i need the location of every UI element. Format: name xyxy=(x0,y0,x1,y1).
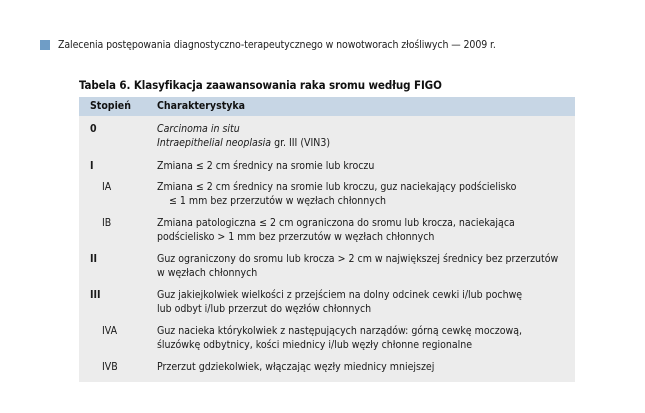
stage-description xyxy=(157,216,567,244)
stage-code: IB xyxy=(102,217,112,229)
stage-code: IA xyxy=(102,181,112,193)
description-line: ≤ 1 mm bez przerzutów w węzłach chłonnych xyxy=(169,195,387,207)
description-italic-term: Intraepithelial neoplasia xyxy=(157,137,272,149)
stage-description xyxy=(157,252,567,280)
description-line: podścielisko > 1 mm bez przerzutów w węzłach chłonnych xyxy=(157,231,435,243)
running-header-text: Zalecenia postępowania diagnostyczno-terapeutycznego w nowotworach złośliwych — 2009 r. xyxy=(58,39,496,51)
description-line: Guz ograniczony do sromu lub krocza > 2 cm w największej średnicy bez przerzutów xyxy=(157,253,559,265)
stage-description xyxy=(157,159,567,173)
description-line: Zmiana ≤ 2 cm średnicy na sromie lub kroczu xyxy=(157,160,375,172)
description-line: Przerzut gdziekolwiek, włączając węzły miednicy mniejszej xyxy=(157,361,435,373)
running-header xyxy=(40,39,496,51)
stage-description xyxy=(157,122,567,150)
stage-code: I xyxy=(90,160,94,172)
column-header-stage: Stopień xyxy=(90,100,131,112)
description-line xyxy=(157,136,567,150)
description-line: Guz nacieka którykolwiek z następujących narządów: górną cewkę moczową, xyxy=(157,325,523,337)
description-line: Carcinoma in situ xyxy=(157,123,240,135)
stage-code: 0 xyxy=(90,123,97,135)
stage-code: IVB xyxy=(102,361,118,373)
stage-code: II xyxy=(90,253,98,265)
stage-description xyxy=(157,360,567,374)
description-text: gr. III (VIN3) xyxy=(271,137,331,149)
figo-staging-table xyxy=(79,97,575,382)
description-line: Zmiana ≤ 2 cm średnicy na sromie lub kroczu, guz naciekający podścielisko xyxy=(157,181,517,193)
table-header-row xyxy=(79,97,575,116)
description-line: w węzłach chłonnych xyxy=(157,267,258,279)
description-line: lub odbyt i/lub przerzut do węzłów chłonnych xyxy=(157,303,372,315)
table-title: Tabela 6. Klasyfikacja zaawansowania raka sromu według FIGO xyxy=(79,78,442,92)
stage-code: III xyxy=(90,289,101,301)
column-header-description: Charakterystyka xyxy=(157,100,246,112)
square-bullet-icon xyxy=(40,40,50,50)
description-line: śluzówkę odbytnicy, kości miednicy i/lub węzły chłonne regionalne xyxy=(157,339,473,351)
stage-description xyxy=(157,180,567,208)
stage-description xyxy=(157,324,567,352)
description-line: Zmiana patologiczna ≤ 2 cm ograniczona do sromu lub krocza, naciekająca xyxy=(157,217,515,229)
stage-description xyxy=(157,288,567,316)
stage-code: IVA xyxy=(102,325,118,337)
description-line: Guz jakiejkolwiek wielkości z przejściem na dolny odcinek cewki i/lub pochwę xyxy=(157,289,523,301)
